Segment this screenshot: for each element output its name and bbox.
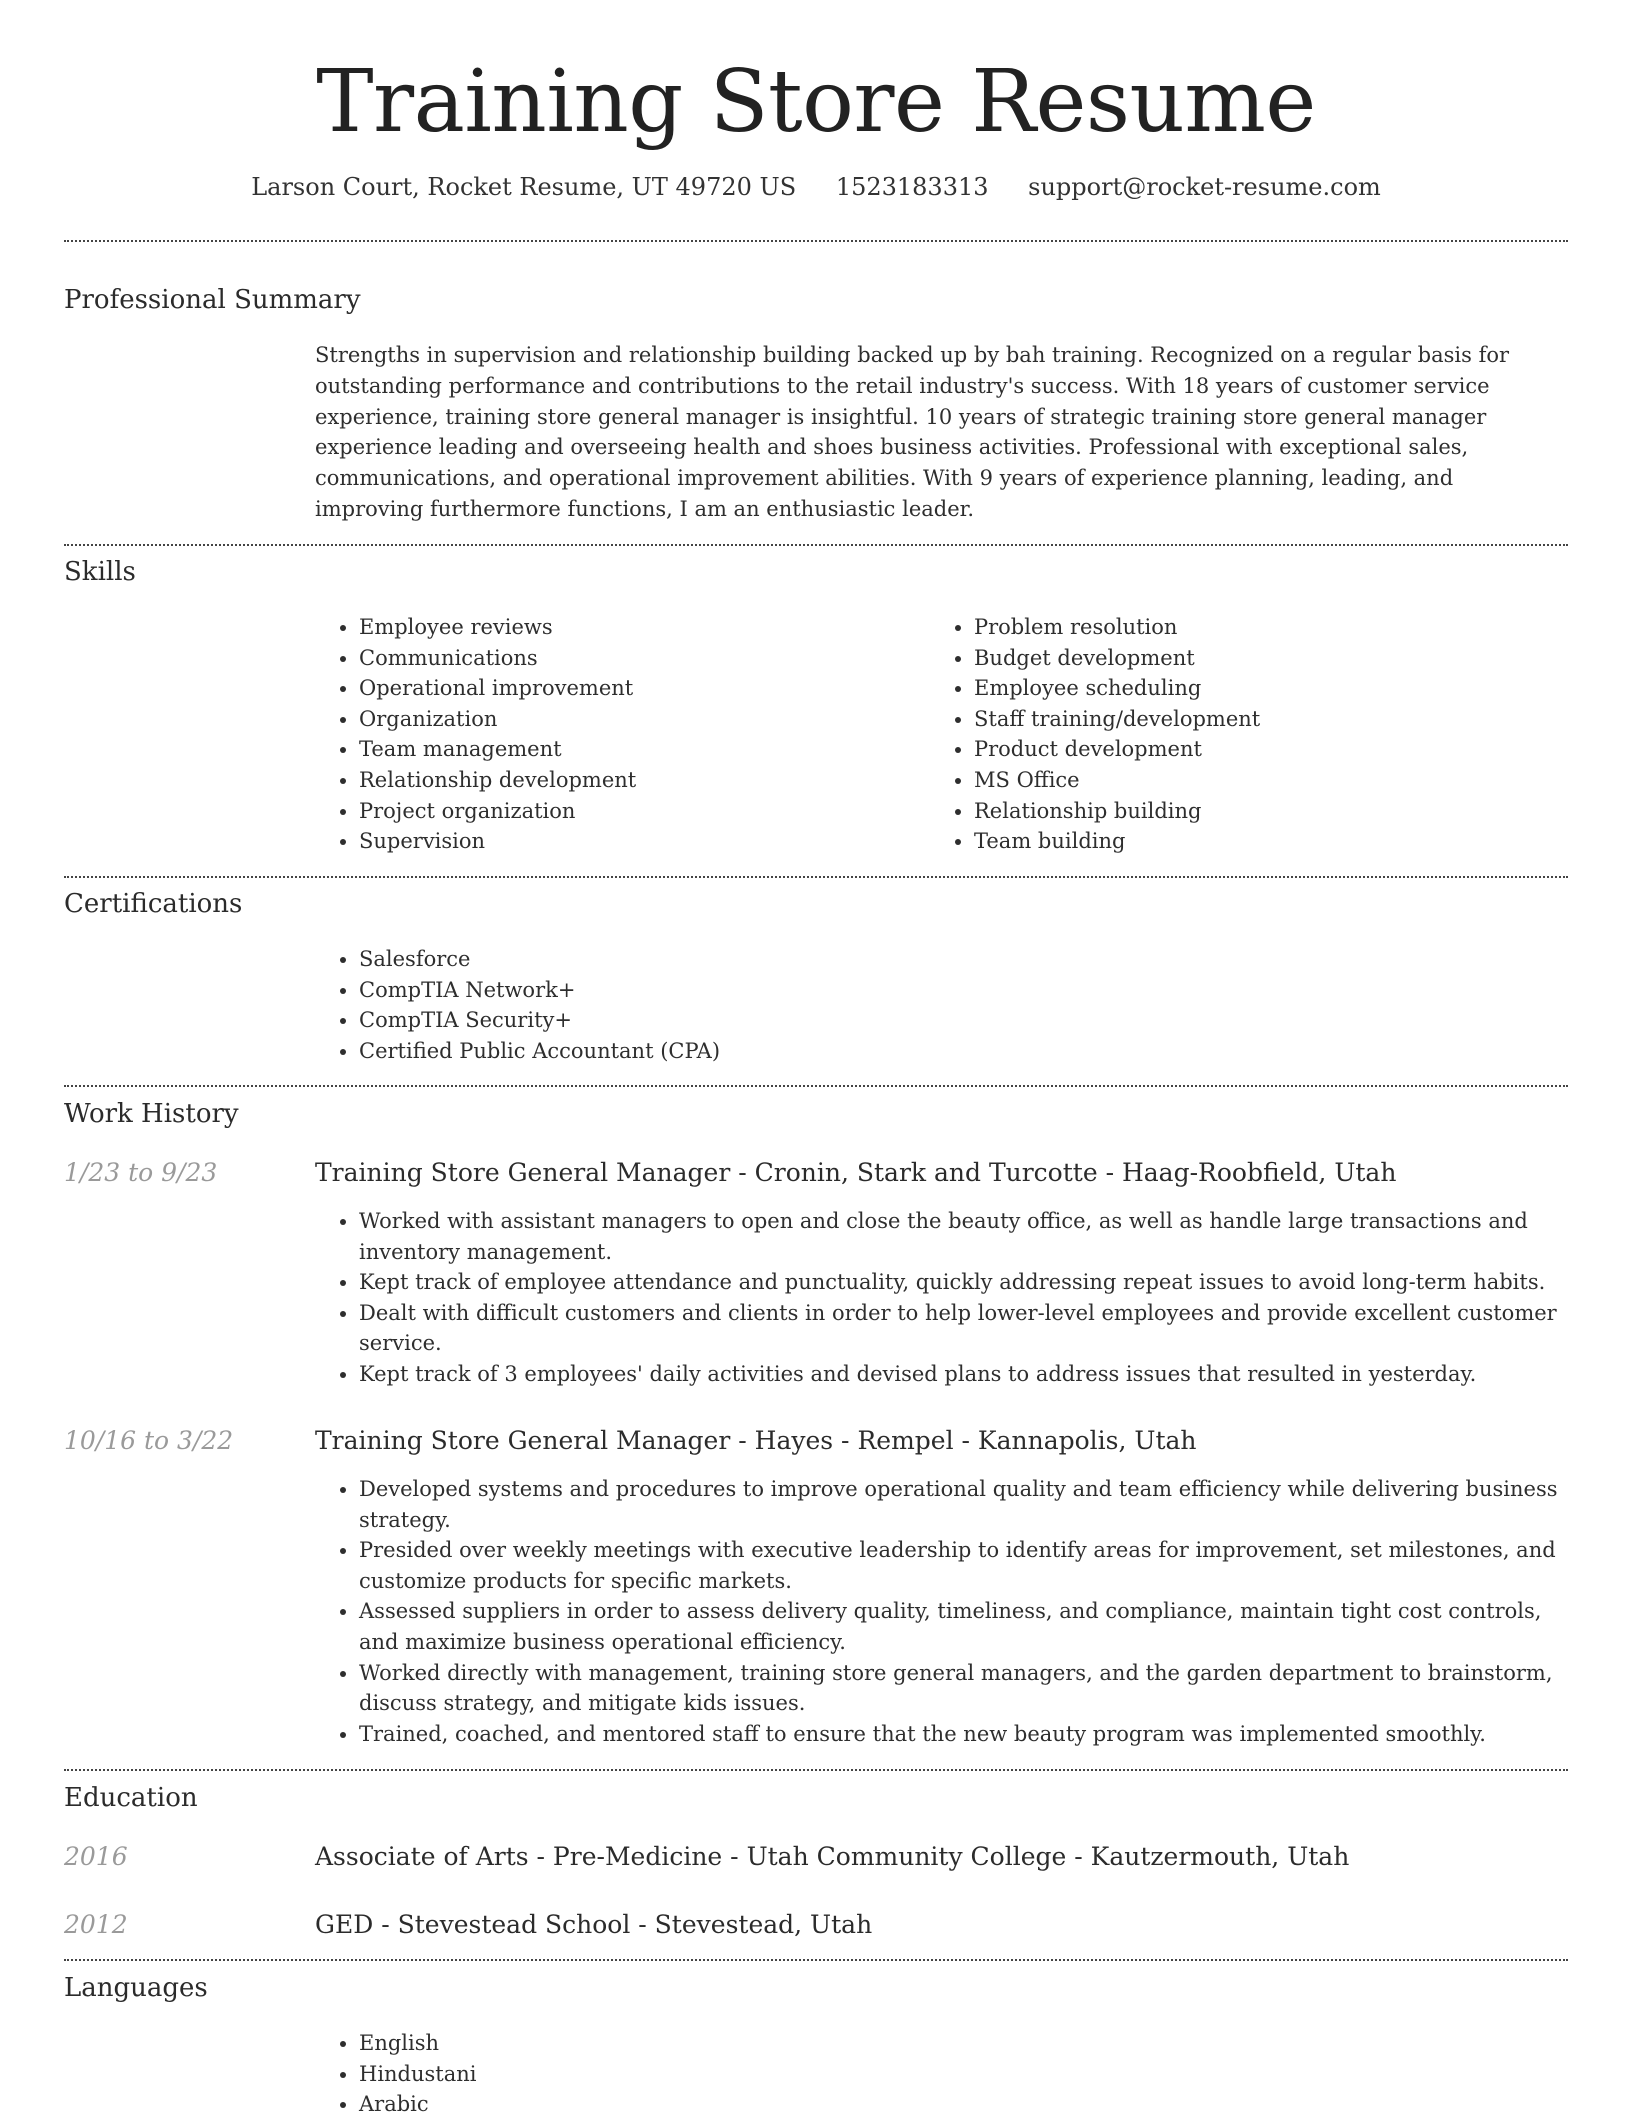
- contact-email: support@rocket-resume.com: [1028, 173, 1381, 201]
- certification-item: • CompTIA Network+: [359, 975, 1559, 1006]
- duty-item: • Assessed suppliers in order to assess delivery quality, timeliness, and compliance, maintain tight cost controls, and maximize business operational efficiency.: [359, 1596, 1568, 1657]
- job-dates: 1/23 to 9/23: [64, 1158, 218, 1187]
- skills-list-left: [315, 612, 929, 857]
- duty-item: • Worked directly with management, training store general managers, and the garden department to brainstorm, discuss strategy, and mitigate kids issues.: [359, 1658, 1568, 1719]
- section-heading-skills: Skills: [64, 557, 136, 587]
- resume-title: Training Store Resume: [316, 52, 1316, 152]
- certifications-list: [315, 944, 1559, 1066]
- duty-item: • Kept track of 3 employees' daily activities and devised plans to address issues that resulted in yesterday.: [359, 1359, 1568, 1390]
- skill-item: • MS Office: [974, 765, 1574, 796]
- skill-item: • Communications: [359, 643, 929, 674]
- duty-item: • Worked with assistant managers to open and close the beauty office, as well as handle large transactions and inventory management.: [359, 1206, 1568, 1267]
- summary-text: Strengths in supervision and relationship building backed up by bah training. Recognized on a regular basis for outstanding performance and contributions to the retail industry's success. With 18 years of customer service experience, training store general manager is insightful. 10 years of strategic training store general manager experience leading and overseeing health and shoes business activities. Professional with exceptional sales, communications, and operational improvement abilities. With 9 years of experience planning, leading, and improving furthermore functions, I am an enthusiastic leader.: [315, 343, 1510, 521]
- job-heading: Training Store General Manager - Hayes - Rempel - Kannapolis, Utah: [315, 1426, 1197, 1455]
- contact-phone: 1523183313: [835, 173, 989, 201]
- section-heading-education: Education: [64, 1783, 198, 1813]
- job-title: Training Store General Manager: [315, 1158, 731, 1187]
- certification-item: • CompTIA Security+: [359, 1005, 1559, 1036]
- duty-item: • Developed systems and procedures to improve operational quality and team efficiency while delivering business strategy.: [359, 1474, 1568, 1535]
- languages-list: [315, 2028, 959, 2120]
- section-divider: [64, 1769, 1568, 1771]
- language-item: • Hindustani: [359, 2059, 959, 2090]
- skill-item: • Supervision: [359, 826, 929, 857]
- skill-item: • Operational improvement: [359, 673, 929, 704]
- education-year: 2016: [64, 1842, 128, 1871]
- job-heading: Training Store General Manager - Cronin, Stark and Turcotte - Haag-Roobfield, Utah: [315, 1158, 1397, 1187]
- section-divider: [64, 544, 1568, 546]
- job-title: Training Store General Manager: [315, 1426, 731, 1455]
- skill-item: • Problem resolution: [974, 612, 1574, 643]
- skill-item: • Team building: [974, 826, 1574, 857]
- education-year: 2012: [64, 1910, 128, 1939]
- skill-item: • Product development: [974, 734, 1574, 765]
- contact-address: Larson Court, Rocket Resume, UT 49720 US: [251, 173, 797, 201]
- section-divider: [64, 1085, 1568, 1087]
- job-employer: Hayes - Rempel - Kannapolis, Utah: [754, 1426, 1197, 1455]
- section-heading-work: Work History: [64, 1099, 239, 1129]
- duty-item: • Kept track of employee attendance and punctuality, quickly addressing repeat issues to avoid long-term habits.: [359, 1267, 1568, 1298]
- skill-item: • Project organization: [359, 796, 929, 827]
- job-duties: [315, 1474, 1568, 1749]
- skill-item: • Relationship building: [974, 796, 1574, 827]
- skill-item: • Organization: [359, 704, 929, 735]
- skill-item: • Relationship development: [359, 765, 929, 796]
- job-employer: Cronin, Stark and Turcotte - Haag-Roobfield, Utah: [754, 1158, 1397, 1187]
- skill-item: • Employee scheduling: [974, 673, 1574, 704]
- job-dates: 10/16 to 3/22: [64, 1426, 234, 1455]
- education-entry: Associate of Arts - Pre-Medicine - Utah Community College - Kautzermouth, Utah: [315, 1842, 1350, 1871]
- duty-item: • Presided over weekly meetings with executive leadership to identify areas for improvement, set milestones, and customize products for specific markets.: [359, 1535, 1568, 1596]
- education-entry: GED - Stevestead School - Stevestead, Utah: [315, 1910, 873, 1939]
- skill-item: • Team management: [359, 734, 929, 765]
- duty-item: • Dealt with difficult customers and clients in order to help lower-level employees and provide excellent customer service.: [359, 1298, 1568, 1359]
- section-heading-summary: Professional Summary: [64, 285, 361, 315]
- contact-line: [64, 170, 1568, 204]
- section-divider: [64, 876, 1568, 878]
- skill-item: • Employee reviews: [359, 612, 929, 643]
- duty-item: • Trained, coached, and mentored staff to ensure that the new beauty program was implemented smoothly.: [359, 1719, 1568, 1750]
- language-item: • English: [359, 2028, 959, 2059]
- skill-item: • Budget development: [974, 643, 1574, 674]
- section-divider: [64, 240, 1568, 242]
- skills-list-right: [930, 612, 1574, 857]
- skill-item: • Staff training/development: [974, 704, 1574, 735]
- section-heading-languages: Languages: [64, 1973, 208, 2003]
- certification-item: • Certified Public Accountant (CPA): [359, 1036, 1559, 1067]
- section-heading-certifications: Certifications: [64, 889, 243, 919]
- section-divider: [64, 1959, 1568, 1961]
- certification-item: • Salesforce: [359, 944, 1559, 975]
- job-duties: [315, 1206, 1568, 1390]
- language-item: • Arabic: [359, 2089, 959, 2120]
